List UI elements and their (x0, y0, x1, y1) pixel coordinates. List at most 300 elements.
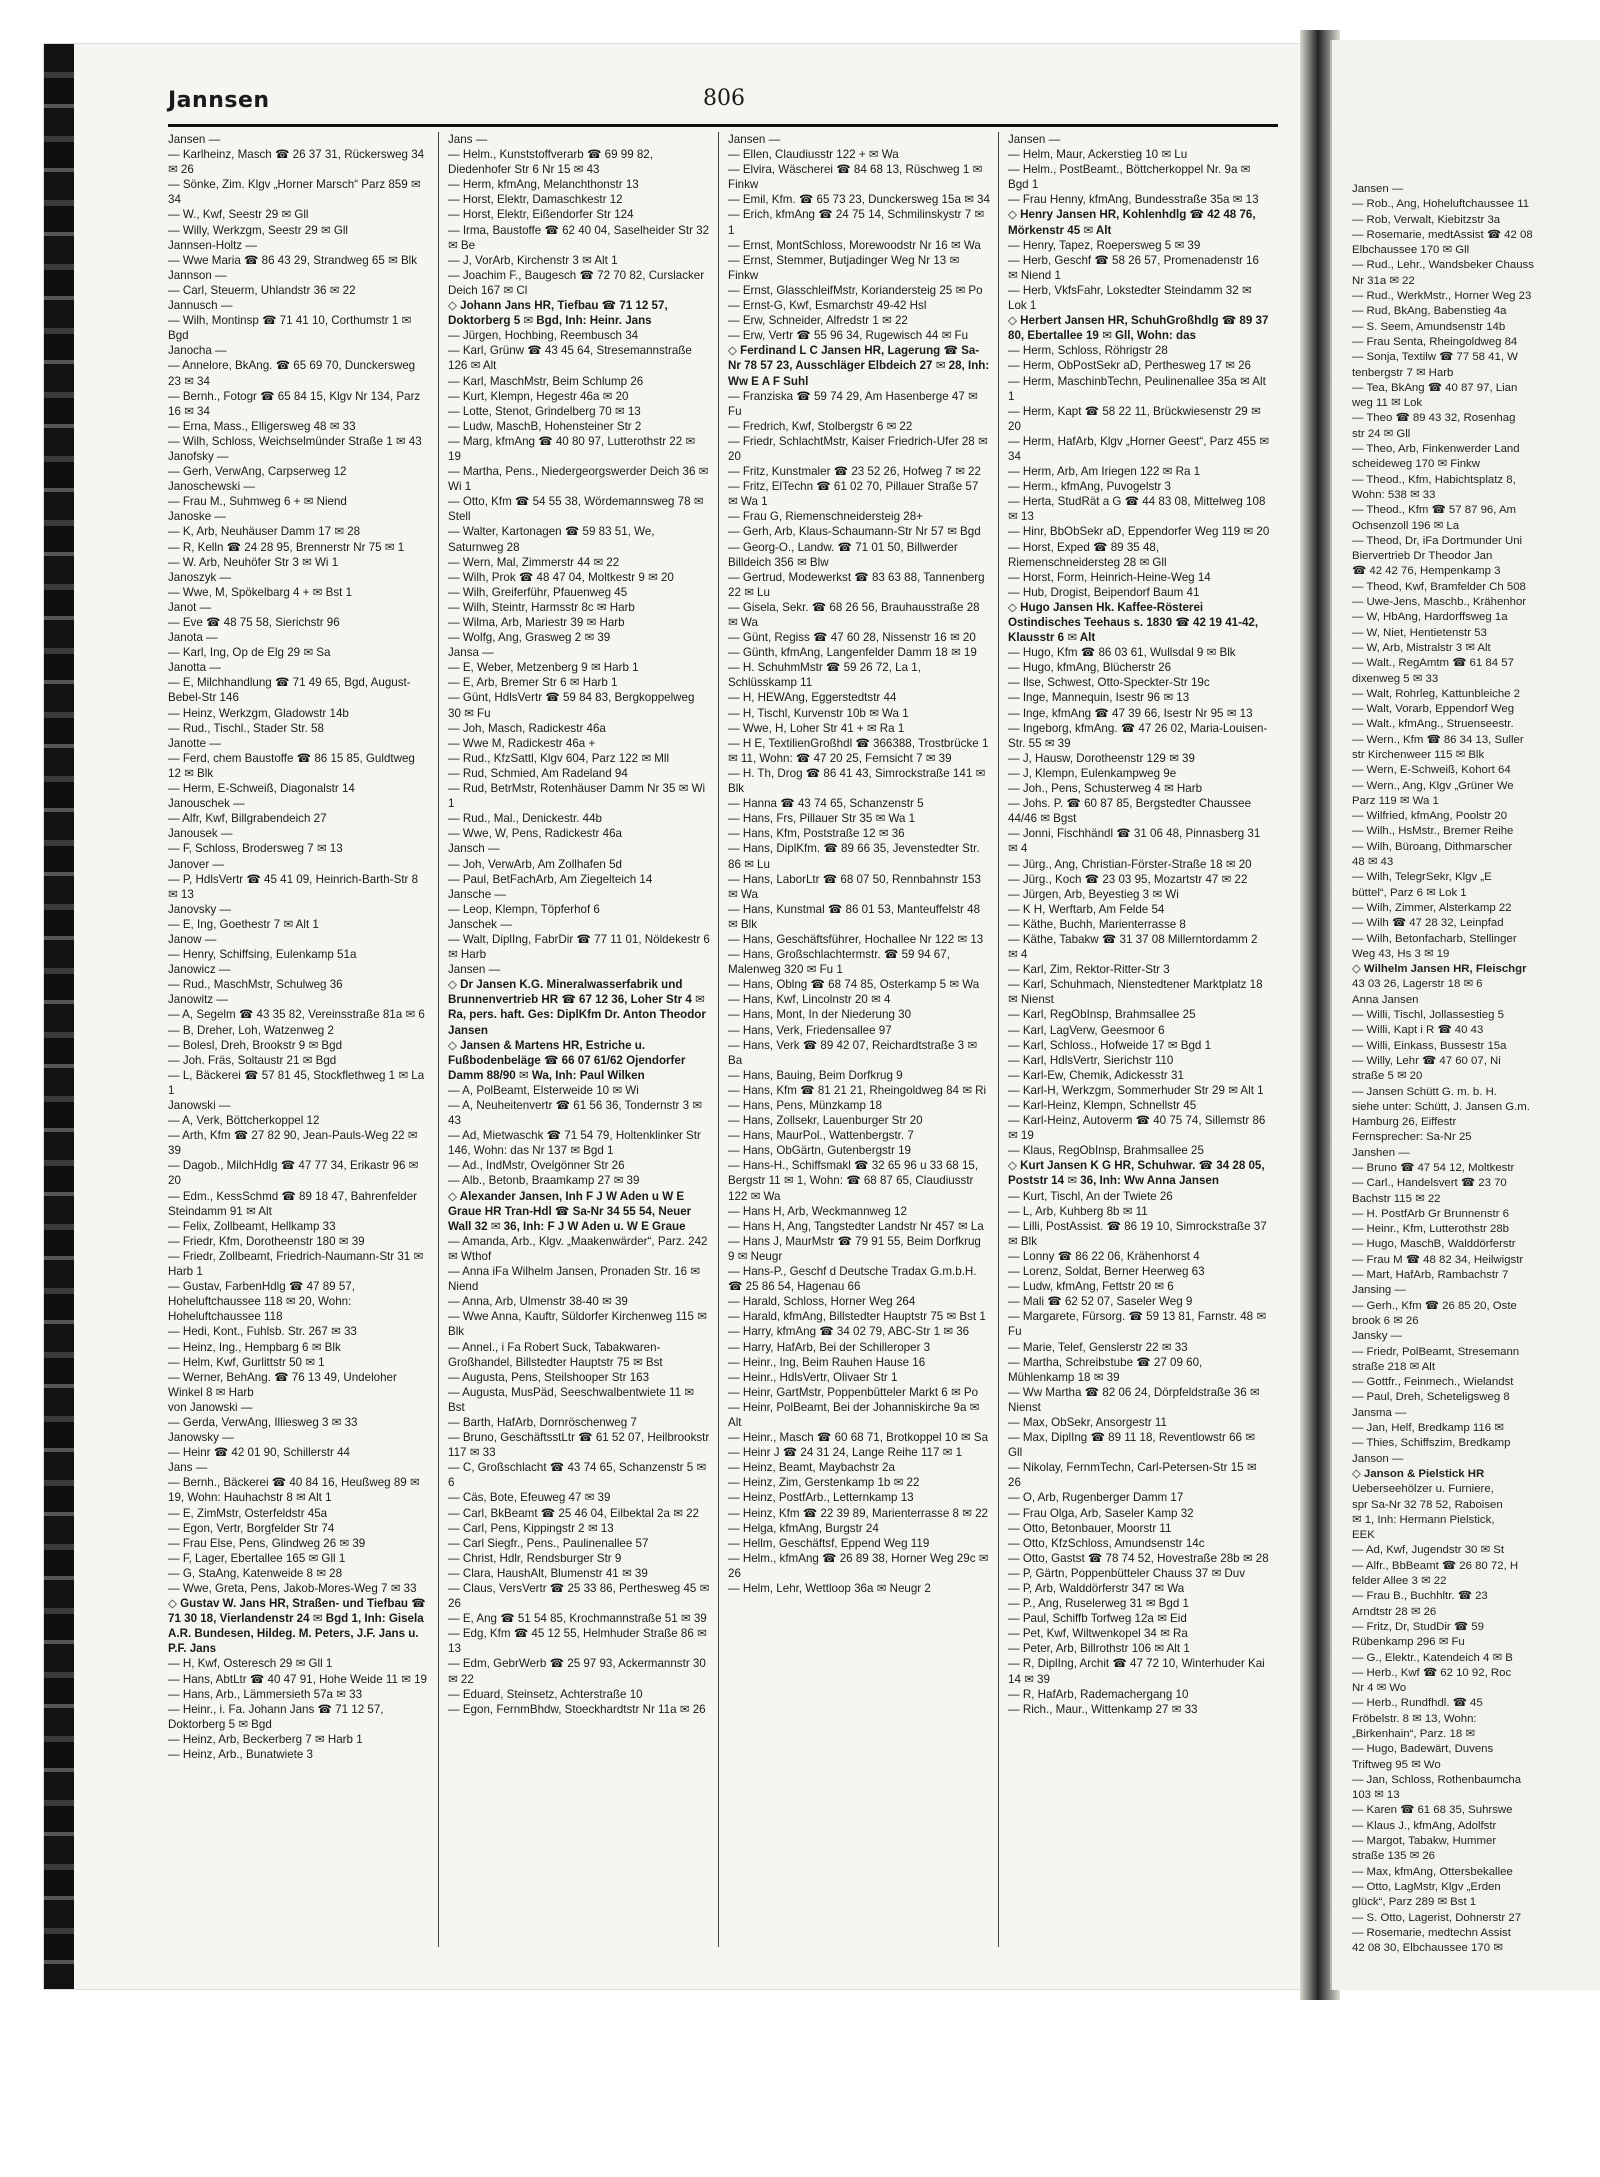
directory-entry: — Karl-Ew, Chemik, Adickesstr 31 (1008, 1068, 1184, 1082)
facing-page-entry: — Thies, Schiffszim, Bredkamp (1352, 1437, 1511, 1450)
directory-entry: — Annel., i Fa Robert Suck, Tabakwaren-Großhandel, Billstedter Hauptstr 75 ✉ Bst (448, 1340, 663, 1369)
directory-entry: — E, Ing, Goethestr 7 ✉ Alt 1 (168, 917, 319, 931)
directory-entry: — Harald, Schloss, Horner Weg 264 (728, 1295, 916, 1309)
facing-page-entry: — Alfr., BbBeamt ☎ 26 80 72, H (1352, 1559, 1519, 1572)
directory-entry: — Ernst, GlasschleifMstr, Koriandersteig 25 ✉ Po (728, 283, 983, 297)
directory-entry: — Otto, Betonbauer, Moorstr 11 (1008, 1521, 1172, 1535)
directory-entry: — K, Arb, Neuhäuser Damm 17 ✉ 28 (168, 525, 361, 539)
facing-page-entry: Jansen — (1352, 183, 1404, 195)
facing-page-entry: straße 135 ✉ 26 (1352, 1850, 1435, 1863)
directory-entry: — Käthe, Tabakw ☎ 31 37 08 Millerntordamm 2 ✉ 4 (1008, 932, 1258, 962)
directory-entry: — Heinr., Ing, Beim Rauhen Hause 16 (728, 1355, 926, 1369)
surname-heading: Jansen — (168, 133, 221, 146)
directory-entry: — Otto, Kfm ☎ 54 55 38, Wördemannsweg 78 ✉ Stell (448, 495, 704, 524)
directory-entry: — Wilh, Steintr, Harmsstr 8c ✉ Harb (448, 600, 635, 614)
directory-entry: — Karl, Zim, Rektor-Ritter-Str 3 (1008, 963, 1170, 977)
directory-entry: — Friedr, Zollbeamt, Friedrich-Naumann-Str 31 ✉ Harb 1 (168, 1249, 424, 1279)
binding-edge (44, 44, 74, 1989)
directory-entry: — Helm., Kunststoffverarb ☎ 69 99 82, Diedenhofer Str 6 Nr 15 ✉ 43 (448, 148, 653, 177)
directory-entry: — Hans, AbtLtr ☎ 40 47 91, Hohe Weide 11 ✉ 19 (168, 1672, 427, 1686)
directory-entry: ◇ Kurt Jansen K G HR, Schuhwar. ☎ 34 28 05, Poststr 14 ✉ 36, Inh: Ww Anna Jansen (1008, 1159, 1265, 1188)
directory-entry: — Johs. P. ☎ 60 87 85, Bergstedter Chaussee 44/46 ✉ Bgst (1008, 797, 1252, 826)
directory-entry: — W., Kwf, Seestr 29 ✉ Gll (168, 208, 309, 222)
directory-entry: — Hugo, Kfm ☎ 86 03 61, Wullsdal 9 ✉ Blk (1008, 646, 1236, 660)
directory-entry: — Harry, HafArb, Bei der Schilleroper 3 (728, 1340, 931, 1354)
facing-page-entry: — Heinr., Kfm, Lutterothstr 28b (1352, 1223, 1510, 1236)
facing-page-entry: ✉ 1, Inh: Hermann Pielstick, (1352, 1513, 1495, 1526)
directory-entry: — Karl, MaschMstr, Beim Schlump 26 (448, 374, 644, 388)
facing-page-entry: — G., Elektr., Katendeich 4 ✉ B (1352, 1651, 1513, 1664)
directory-entry: — Walter, Kartonagen ☎ 59 83 51, We, Saturnweg 28 (448, 525, 655, 554)
directory-entry: — Peter, Arb, Billrothstr 106 ✉ Alt 1 (1008, 1642, 1190, 1656)
directory-entry: — Rich., Maur., Wittenkamp 27 ✉ 33 (1008, 1702, 1198, 1716)
facing-page-entry: — Sonja, Textilw ☎ 77 58 41, W (1352, 351, 1518, 364)
directory-entry: — Carl, Steuerm, Uhlandstr 36 ✉ 22 (168, 283, 356, 297)
directory-entry: — Clara, HaushAlt, Blumenstr 41 ✉ 39 (448, 1566, 648, 1580)
facing-page-entry: — Walt., RegAmtm ☎ 61 84 57 (1352, 657, 1514, 670)
directory-entry: — F, Lager, Ebertallee 165 ✉ Gll 1 (168, 1551, 346, 1565)
column-3 (728, 132, 990, 1942)
facing-page-entry: — Rob, Verwalt, Kiebitzstr 3a (1352, 213, 1501, 226)
directory-entry: — Hans H, Arb, Weckmannweg 12 (728, 1204, 907, 1218)
directory-columns (168, 132, 1288, 1952)
directory-entry: — Fritz, Kunstmaler ☎ 23 52 26, Hofweg 7 ✉ 22 (728, 465, 981, 479)
directory-entry: — Hans J, MaurMstr ☎ 79 91 55, Beim Dorfkrug 9 ✉ Neugr (728, 1234, 981, 1263)
directory-entry: — Henry, Schiffsing, Eulenkamp 51a (168, 948, 357, 962)
directory-entry: — Ellen, Claudiusstr 122 + ✉ Wa (728, 148, 899, 162)
facing-page-entry: — Hugo, Badewärt, Duvens (1352, 1743, 1494, 1756)
directory-entry: — J, VorArb, Kirchenstr 3 ✉ Alt 1 (448, 253, 618, 267)
surname-heading: Janoske — (168, 510, 226, 524)
facing-page-entry: glück“, Parz 289 ✉ Bst 1 (1352, 1896, 1477, 1909)
directory-entry: — Max, ObSekr, Ansorgestr 11 (1008, 1415, 1167, 1429)
directory-entry: — Martha, Pens., Niedergeorgswerder Deich 36 ✉ Wi 1 (448, 465, 709, 494)
directory-entry: — Kurt, Tischl, An der Twiete 26 (1008, 1189, 1173, 1203)
facing-page-entry: — Willy, Lehr ☎ 47 60 07, Ni (1352, 1054, 1501, 1067)
facing-page-entry: str 24 ✉ Gll (1352, 427, 1411, 440)
directory-entry: — Wilh, Greiferführ, Pfauenweg 45 (448, 585, 628, 599)
directory-entry: — Karl, Grünw ☎ 43 45 64, Stresemannstraße 126 ✉ Alt (448, 344, 692, 373)
directory-entry: — Heinz, Ing., Hempbarg 6 ✉ Blk (168, 1340, 341, 1354)
directory-entry: — Helga, kfmAng, Burgstr 24 (728, 1521, 879, 1535)
directory-entry: — Georg-O., Landw. ☎ 71 01 50, Billwerder Billdeich 356 ✉ Blw (728, 540, 958, 569)
directory-entry: — Herb, VkfsFahr, Lokstedter Steindamm 32 ✉ Lok 1 (1008, 283, 1252, 313)
facing-page-entry: 43 03 26, Lagerstr 18 ✉ 6 (1352, 978, 1483, 991)
directory-entry: — Friedr, Kfm, Dorotheenstr 180 ✉ 39 (168, 1234, 365, 1248)
directory-entry: — C, Großschlacht ☎ 43 74 65, Schanzenstr 5 ✉ 6 (448, 1461, 707, 1490)
directory-entry: — Nikolay, FernmTechn, Carl-Petersen-Str 15 ✉ 26 (1008, 1461, 1257, 1490)
directory-entry: — Wern, Mal, Zimmerstr 44 ✉ 22 (448, 555, 620, 569)
directory-entry: — F, Schloss, Brodersweg 7 ✉ 13 (168, 842, 343, 856)
directory-entry: — H, Kwf, Osteresch 29 ✉ Gll 1 (168, 1657, 333, 1671)
facing-page-entry: — Otto, LagMstr, Klgv „Erden (1352, 1880, 1501, 1893)
facing-page-entry: Bachstr 115 ✉ 22 (1352, 1192, 1441, 1205)
directory-entry: — Horst, Elektr, Damaschkestr 12 (448, 193, 623, 207)
directory-entry: — Lorenz, Soldat, Berner Heerweg 63 (1008, 1265, 1205, 1279)
directory-entry: — Inge, Mannequin, Isestr 96 ✉ 13 (1008, 691, 1190, 705)
directory-entry: — Wwe, Greta, Pens, Jakob-Mores-Weg 7 ✉ 33 (168, 1582, 417, 1595)
facing-page-column (1352, 182, 1600, 1956)
directory-entry: — Fritz, ElTechn ☎ 61 02 70, Pillauer Straße 57 ✉ Wa 1 (728, 480, 979, 509)
surname-heading: Jans — (448, 133, 488, 146)
directory-entry: — Rud., MaschMstr, Schulweg 36 (168, 978, 343, 992)
column-divider (718, 132, 719, 1947)
directory-entry: — E, ZimMstr, Osterfeldstr 45a (168, 1506, 328, 1520)
directory-entry: — Heinr J ☎ 24 31 24, Lange Reihe 117 ✉ 1 (728, 1446, 963, 1460)
surname-heading: Jansen — (448, 963, 501, 977)
directory-entry: — Jonni, Fischhändl ☎ 31 06 48, Pinnasberg 31 ✉ 4 (1008, 827, 1261, 856)
directory-entry: — Hans, ObGärtn, Gutenbergstr 19 (728, 1144, 912, 1158)
directory-entry: — Mali ☎ 62 52 07, Saseler Weg 9 (1008, 1295, 1193, 1309)
directory-entry: — Hub, Drogist, Beipendorf Baum 41 (1008, 585, 1200, 599)
directory-entry: — Ad, Mietwaschk ☎ 71 54 79, Holtenklinker Str 146, Wohn: das Nr 137 ✉ Bgd 1 (448, 1129, 701, 1158)
directory-entry: — E, Milchhandlung ☎ 71 49 65, Bgd, August-Bebel-Str 146 (168, 676, 411, 705)
facing-page-entry: spr Sa-Nr 32 78 52, Raboisen (1352, 1498, 1503, 1511)
directory-entry: — Irma, Baustoffe ☎ 62 40 04, Saselheider Str 32 ✉ Be (448, 223, 710, 252)
directory-entry: — A, Neuheitenvertr ☎ 61 56 36, Tondernstr 3 ✉ 43 (448, 1099, 703, 1128)
directory-entry: — Ernst, Stemmer, Butjadinger Weg Nr 13 ✉ Finkw (728, 253, 960, 282)
facing-page-entry: Jansing — (1352, 1284, 1406, 1297)
surname-heading: Janowitz — (168, 993, 228, 1007)
facing-page-entry: ◇ Wilhelm Jansen HR, Fleischgr (1352, 963, 1527, 976)
directory-entry: — Heinr ☎ 42 01 90, Schillerstr 44 (168, 1446, 350, 1460)
directory-entry: — Bernh., Bäckerei ☎ 40 84 16, Heußweg 89 ✉ 19, Wohn: Hauhachstr 8 ✉ Alt 1 (168, 1476, 420, 1505)
directory-entry: ◇ Dr Jansen K.G. Mineralwasserfabrik und Brunnenvertrieb HR ☎ 67 12 36, Loher Str 4 ✉ Ra, pers. haft. Ges: DiplKfm Dr. Anton Theodor Jansen (448, 978, 706, 1037)
directory-entry: — Wilh, Schloss, Weichselmünder Straße 1 ✉ 43 (168, 434, 422, 448)
facing-page-entry: — Jan, Schloss, Rothenbaumcha (1352, 1773, 1522, 1786)
directory-entry: — L, Bäckerei ☎ 57 81 45, Stockflethweg 1 ✉ La 1 (168, 1068, 425, 1097)
directory-entry: — Augusta, Pens, Steilshooper Str 163 (448, 1370, 650, 1384)
directory-entry: — Otto, Gastst ☎ 78 74 52, Hovestraße 28b ✉ 28 (1008, 1551, 1269, 1565)
surname-heading: Jannusch — (168, 299, 233, 313)
directory-entry: — Hans, Verk ☎ 89 42 07, Reichardtstraße 3 ✉ Ba (728, 1038, 978, 1067)
facing-page-entry: — Mart, HafArb, Rambachstr 7 (1352, 1269, 1509, 1282)
directory-entry: — Wwe Anna, Kauftr, Süldorfer Kirchenweg 115 ✉ Blk (448, 1310, 707, 1339)
directory-entry: — Egon, FernmBhdw, Stoeckhardtstr Nr 11a ✉ 26 (448, 1702, 706, 1716)
directory-entry: — Carl, Pens, Kippingstr 2 ✉ 13 (448, 1521, 614, 1535)
directory-entry: — Otto, KfzSchloss, Amundsenstr 14c (1008, 1536, 1205, 1550)
facing-page-entry: — Theo, Arb, Finkenwerder Land (1352, 443, 1520, 456)
directory-entry: — Marg, kfmAng ☎ 40 80 97, Lutterothstr 22 ✉ 19 (448, 434, 696, 463)
facing-page-entry: — Jansen Schütt G. m. b. H. (1352, 1085, 1497, 1098)
directory-entry: — Heinz, Beamt, Maybachstr 2a (728, 1461, 895, 1475)
directory-entry: — P, Arb, Walddörferstr 347 ✉ Wa (1008, 1582, 1185, 1595)
directory-entry: — Lonny ☎ 86 22 06, Krähenhorst 4 (1008, 1249, 1200, 1263)
directory-entry: — Ludw, kfmAng, Fettstr 20 ✉ 6 (1008, 1280, 1174, 1294)
directory-entry: — Cäs, Bote, Efeuweg 47 ✉ 39 (448, 1491, 611, 1505)
facing-page-entry: — Wilfried, kfmAng, Poolstr 20 (1352, 810, 1508, 823)
facing-page-entry: — Walt., kfmAng., Struenseestr. (1352, 718, 1514, 731)
directory-entry: — Gerda, VerwAng, Illiesweg 3 ✉ 33 (168, 1415, 358, 1429)
directory-entry: — Herm, ObPostSekr aD, Perthesweg 17 ✉ 26 (1008, 359, 1251, 373)
directory-entry: — Karl-Heinz, Autoverm ☎ 40 75 74, Sillemstr 86 ✉ 19 (1008, 1114, 1266, 1143)
directory-entry: — Wwe Maria ☎ 86 43 29, Strandweg 65 ✉ Blk (168, 253, 418, 267)
directory-entry: — Frau Olga, Arb, Saseler Kamp 32 (1008, 1506, 1194, 1520)
facing-page-entry: dixenweg 5 ✉ 33 (1352, 672, 1439, 685)
directory-entry: — Sönke, Zim. Klgv „Horner Marsch“ Parz 859 ✉ 34 (168, 178, 421, 207)
directory-entry: — Hans, Verk, Friedensallee 97 (728, 1023, 892, 1037)
facing-page-entry: — Wilh., HsMstr., Bremer Reihe (1352, 825, 1514, 838)
facing-page-entry: straße 218 ✉ Alt (1352, 1360, 1435, 1373)
surname-heading: Jansch — (448, 842, 500, 856)
directory-entry: — R, HafArb, Rademachergang 10 (1008, 1687, 1189, 1701)
directory-entry: — Werner, BehAng. ☎ 76 13 49, Undeloher Winkel 8 ✉ Harb (168, 1370, 397, 1399)
facing-page-entry: Jansky — (1352, 1330, 1403, 1343)
directory-entry: — Wolfg, Ang, Grasweg 2 ✉ 39 (448, 631, 611, 645)
facing-page-entry: brook 6 ✉ 26 (1352, 1314, 1419, 1327)
directory-entry: — Herm., kfmAng, Puvogelstr 3 (1008, 480, 1172, 494)
directory-entry: — Hans, Großschlachtermstr. ☎ 59 94 67, Malenweg 320 ✉ Fu 1 (728, 948, 950, 977)
facing-page-entry: — Wern, E-Schweiß, Kohort 64 (1352, 764, 1511, 777)
facing-page-entry: — Frau Senta, Rheingoldweg 84 (1352, 335, 1518, 348)
directory-entry: — Alb., Betonb, Braamkamp 27 ✉ 39 (448, 1174, 640, 1188)
surname-heading: Jansche — (448, 887, 506, 901)
directory-entry: — H, HEWAng, Eggerstedtstr 44 (728, 691, 897, 705)
directory-entry: — Karl, LagVerw, Geesmoor 6 (1008, 1023, 1165, 1037)
directory-entry: — Hans, DiplKfm. ☎ 89 66 35, Jevenstedter Str. 86 ✉ Lu (728, 842, 980, 871)
directory-entry: — H E, TextilienGroßhdl ☎ 366388, Trostbrücke 1 ✉ 11, Wohn: ☎ 47 20 25, Fernsicht 7 ✉ 39 (728, 736, 989, 765)
facing-page-entry: — Rud, BkAng, Babenstieg 4a (1352, 305, 1507, 318)
directory-entry: — Egon, Vertr, Borgfelder Str 74 (168, 1521, 335, 1535)
directory-entry: — W. Arb, Neuhöfer Str 3 ✉ Wi 1 (168, 555, 339, 569)
facing-page-entry: — Friedr, PolBeamt, Stresemann (1352, 1345, 1520, 1358)
column-1 (168, 132, 430, 1942)
directory-entry: — Rud., KfzSattl, Klgv 604, Parz 122 ✉ Mll (448, 751, 670, 765)
directory-entry: — Christ, Hdlr, Rendsburger Str 9 (448, 1551, 622, 1565)
facing-page-entry: „Birkenhain“, Parz. 18 ✉ (1352, 1727, 1475, 1740)
directory-entry: — Hans, Frs, Pillauer Str 35 ✉ Wa 1 (728, 812, 916, 826)
facing-page-entry: 103 ✉ 13 (1352, 1789, 1400, 1802)
directory-entry: — Anna, Arb, Ulmenstr 38-40 ✉ 39 (448, 1295, 628, 1309)
facing-page-entry: — Wilh, Zimmer, Alsterkamp 22 (1352, 901, 1512, 914)
directory-entry: — Herm, MaschinbTechn, Peulinenallee 35a ✉ Alt 1 (1008, 374, 1266, 403)
directory-entry: — Gerh, Arb, Klaus-Schaumann-Str Nr 57 ✉ Bgd (728, 525, 981, 539)
facing-page-entry: felder Allee 3 ✉ 22 (1352, 1575, 1447, 1588)
directory-entry: — Martha, Schreibstube ☎ 27 09 60, Mühlenkamp 18 ✉ 39 (1008, 1355, 1203, 1384)
page-header (168, 84, 1278, 127)
directory-entry: — Heinr., Masch ☎ 60 68 71, Brotkoppel 10 ✉ Sa (728, 1431, 989, 1445)
directory-entry: — Henry, Tapez, Roepersweg 5 ✉ 39 (1008, 238, 1201, 252)
directory-entry: — Karl, Schloss., Hofweide 17 ✉ Bgd 1 (1008, 1038, 1212, 1052)
surname-heading: Janofsky — (168, 449, 229, 463)
directory-entry: — Erich, kfmAng ☎ 24 75 14, Schmilinskystr 7 ✉ 1 (728, 208, 985, 237)
facing-page-entry: ☎ 42 42 76, Hempenkamp 3 (1352, 565, 1501, 578)
facing-page-entry: — Gottfr., Feinmech., Wielandst (1352, 1376, 1514, 1389)
facing-page-entry: — Herb., Rundfhdl. ☎ 45 (1352, 1697, 1483, 1710)
directory-entry: — Heinr., HdlsVertr, Olivaer Str 1 (728, 1370, 898, 1384)
directory-entry: — Ernst-G, Kwf, Esmarchstr 49-42 Hsl (728, 299, 927, 313)
directory-entry: — Gustav, FarbenHdlg ☎ 47 89 57, Hoheluftchaussee 118 ✉ 20, Wohn: Hoheluftchaussee 118 (168, 1280, 355, 1324)
surname-heading: Janowski — (168, 1099, 231, 1112)
surname-heading: Janota — (168, 631, 218, 645)
directory-entry: ◇ Alexander Jansen, Inh F J W Aden u W E Graue HR Tran-Hdl ☎ Sa-Nr 34 55 54, Neuer Wall 32 ✉ 36, Inh: F J W Aden u. W E Graue (448, 1189, 692, 1233)
facing-page-entry: weg 11 ✉ Lok (1352, 397, 1423, 410)
directory-entry: — Alfr, Kwf, Billgrabendeich 27 (168, 812, 327, 826)
directory-entry: — Hans-P., Geschf d Deutsche Tradax G.m.b.H. ☎ 25 86 54, Hagenau 66 (728, 1265, 977, 1294)
directory-entry: — Barth, HafArb, Dornröschenweg 7 (448, 1415, 637, 1429)
directory-entry: — Herta, StudRät a G ☎ 44 83 08, Mittelweg 108 ✉ 13 (1008, 495, 1266, 524)
directory-entry: — Erw, Vertr ☎ 55 96 34, Rugewisch 44 ✉ Fu (728, 329, 969, 343)
facing-page-entry: straße 5 ✉ 20 (1352, 1070, 1423, 1083)
directory-entry: — Karl-H, Werkzgm, Sommerhuder Str 29 ✉ Alt 1 (1008, 1083, 1264, 1097)
directory-entry: — Ernst, MontSchloss, Morewoodstr Nr 16 ✉ Wa (728, 238, 981, 252)
facing-page-entry: str Kirchenweer 115 ✉ Blk (1352, 748, 1485, 761)
page-number: 806 (703, 86, 745, 111)
directory-entry: — Horst, Elektr, Eißendorfer Str 124 (448, 208, 634, 222)
directory-entry: — Gerh, VerwAng, Carpserweg 12 (168, 465, 347, 479)
column-4 (1008, 132, 1270, 1942)
directory-entry: — Hans, Zollsekr, Lauenburger Str 20 (728, 1114, 923, 1128)
directory-entry: — Hans, Oblng ☎ 68 74 85, Osterkamp 5 ✉ Wa (728, 978, 980, 992)
column-divider (438, 132, 439, 1947)
surname-heading: Janschek — (448, 917, 512, 931)
directory-entry: — Max, DiplIng ☎ 89 11 18, Reventlowstr 66 ✉ Gll (1008, 1431, 1255, 1460)
surname-heading: Jans — (168, 1461, 208, 1475)
directory-entry: — Hans, Pens, Münzkamp 18 (728, 1099, 883, 1112)
facing-page-entry: — Bruno ☎ 47 54 12, Moltkestr (1352, 1162, 1515, 1174)
directory-entry: — Heinz, Kfm ☎ 22 39 89, Marienterrasse 8 ✉ 22 (728, 1506, 989, 1520)
directory-entry: — Helm, Maur, Ackerstieg 10 ✉ Lu (1008, 148, 1188, 162)
column-2 (448, 132, 710, 1942)
facing-page-entry: — Willi, Tischl, Jollassestieg 5 (1352, 1009, 1504, 1022)
directory-entry: — Herm, Arb, Am Iriegen 122 ✉ Ra 1 (1008, 465, 1201, 479)
facing-page-entry: — Herb., Kwf ☎ 62 10 92, Roc (1352, 1666, 1512, 1679)
directory-entry: — Willy, Werkzgm, Seestr 29 ✉ Gll (168, 223, 348, 237)
facing-page (1330, 40, 1600, 1990)
directory-entry: — Erna, Mass., Elligersweg 48 ✉ 33 (168, 419, 356, 433)
directory-entry: — Hans, MaurPol., Wattenbergstr. 7 (728, 1129, 914, 1143)
facing-page-entry: — Walt, Vorarb, Eppendorf Weg (1352, 703, 1515, 716)
directory-entry: — H. Th, Drog ☎ 86 41 43, Simrockstraße 141 ✉ Blk (728, 766, 986, 796)
surname-heading: Jansen — (728, 133, 781, 146)
directory-entry: — Joachim F., Baugesch ☎ 72 70 82, Curslacker Deich 167 ✉ Cl (448, 268, 705, 297)
directory-entry: — A, PolBeamt, Elsterweide 10 ✉ Wi (448, 1083, 639, 1097)
surname-heading: Janoszyk — (168, 570, 232, 584)
directory-entry: — Herm, E-Schweiß, Diagonalstr 14 (168, 782, 355, 796)
directory-entry: — Heinz, PostfArb., Letternkamp 13 (728, 1491, 914, 1505)
facing-page-entry: — Carl., Handelsvert ☎ 23 70 (1352, 1177, 1507, 1190)
directory-entry: — Pet, Kwf, Wiltwenkopel 34 ✉ Ra (1008, 1627, 1188, 1641)
facing-page-entry: — Wilh, Betonfacharb, Stellinger (1352, 932, 1517, 945)
directory-entry: — Hans, Kunstmal ☎ 86 01 53, Manteuffelstr 48 ✉ Blk (728, 902, 981, 931)
directory-entry: — Helm., PostBeamt., Böttcherkoppel Nr. 9a ✉ Bgd 1 (1008, 163, 1251, 192)
directory-entry: — Dagob., MilchHdlg ☎ 47 77 34, Erikastr 96 ✉ 20 (168, 1159, 419, 1188)
directory-entry: — Joh, VerwArb, Am Zollhafen 5d (448, 857, 622, 871)
header-surname: Jannsen (168, 88, 270, 113)
directory-entry: — Hedi, Kont., Fuhlsb. Str. 267 ✉ 33 (168, 1325, 357, 1339)
surname-heading: Janouschek — (168, 797, 245, 811)
facing-page-entry: Weg 43, Hs 3 ✉ 19 (1352, 947, 1450, 960)
directory-entry: — Elvira, Wäscherei ☎ 84 68 13, Rüschweg 1 ✉ Finkw (728, 163, 983, 192)
directory-entry: — Karl, Schuhmach, Nienstedtener Marktplatz 18 ✉ Nienst (1008, 978, 1263, 1007)
directory-entry: — Hans, Arb., Lämmersieth 57a ✉ 33 (168, 1687, 363, 1701)
directory-entry: — Ilse, Schwest, Otto-Speckter-Str 19c (1008, 676, 1210, 690)
directory-entry: — J, Klempn, Eulenkampweg 9e (1008, 766, 1177, 780)
directory-entry: — Bernh., Fotogr ☎ 65 84 15, Klgv Nr 134, Parz 16 ✉ 34 (168, 389, 421, 418)
directory-entry: — Friedr, SchlachtMstr, Kaiser Friedrich-Ufer 28 ✉ 20 (728, 434, 988, 463)
facing-page-entry: EEK (1352, 1529, 1375, 1542)
directory-entry: — Bolesl, Dreh, Brookstr 9 ✉ Bgd (168, 1038, 343, 1052)
surname-heading: Jannson — (168, 268, 227, 282)
directory-entry: — Ingeborg, kfmAng. ☎ 47 26 02, Maria-Louisen-Str. 55 ✉ 39 (1008, 721, 1268, 750)
directory-entry: — Ferd, chem Baustoffe ☎ 86 15 85, Guldtweg 12 ✉ Blk (168, 751, 415, 780)
directory-entry: — Walt, DiplIng, FabrDir ☎ 77 11 01, Nöldekestr 6 ✉ Harb (448, 932, 710, 962)
facing-page-entry: — S. Otto, Lagerist, Dohnerstr 27 (1352, 1911, 1522, 1924)
surname-heading: Jannsen-Holtz — (168, 238, 257, 252)
facing-page-entry: 42 08 30, Elbchaussee 170 ✉ (1352, 1942, 1503, 1955)
directory-entry: — Lotte, Stenot, Grindelberg 70 ✉ 13 (448, 404, 641, 418)
directory-entry: ◇ Ferdinand L C Jansen HR, Lagerung ☎ Sa-Nr 78 57 23, Ausschläger Elbdeich 27 ✉ 28, Inh: Ww E A F Suhl (728, 344, 990, 388)
facing-page-entry: — Wilh, TelegrSekr, Klgv „E (1352, 871, 1492, 884)
facing-page-entry: — Uwe-Jens, Maschb., Krähenhor (1352, 596, 1527, 609)
directory-entry: — Annelore, BkAng. ☎ 65 69 70, Dunckersweg 23 ✉ 34 (168, 359, 416, 388)
directory-entry: — Frau G, Riemenschneidersteig 28+ (728, 510, 923, 524)
surname-heading: von Janowski — (168, 1400, 253, 1414)
facing-page-entry: — H. PostfArb Gr Brunnenstr 6 (1352, 1207, 1509, 1220)
directory-entry: — Leop, Klempn, Töpferhof 6 (448, 902, 600, 916)
facing-page-entry: — Max, kfmAng, Ottersbekallee (1352, 1865, 1513, 1878)
facing-page-entry: — Theod., Kfm ☎ 57 87 96, Am (1352, 504, 1517, 517)
facing-page-entry: — Rud., Lehr., Wandsbeker Chauss (1352, 259, 1534, 272)
directory-entry: — Hans, Geschäftsführer, Hochallee Nr 122 ✉ 13 (728, 932, 984, 946)
directory-entry: — Heinr, PolBeamt, Bei der Johanniskirche 9a ✉ Alt (728, 1400, 980, 1429)
directory-entry: — Rud., Tischl., Stader Str. 58 (168, 721, 324, 735)
directory-entry: — Rud, Schmied, Am Radeland 94 (448, 766, 628, 780)
directory-entry: — Rud, BetrMstr, Rotenhäuser Damm Nr 35 ✉ Wi 1 (448, 782, 706, 811)
facing-page-entry: scheideweg 170 ✉ Finkw (1352, 458, 1480, 471)
facing-page-entry: — Frau M ☎ 48 82 34, Heilwigstr (1352, 1253, 1524, 1266)
facing-page-entry: Jansma — (1352, 1406, 1407, 1419)
facing-page-entry: ◇ Janson & Pielstick HR (1352, 1467, 1485, 1480)
directory-entry: — Edg, Kfm ☎ 45 12 55, Helmhuder Straße 86 ✉ 13 (448, 1627, 707, 1656)
directory-entry: — Inge, kfmAng ☎ 47 39 66, Isestr Nr 95 ✉ 13 (1008, 706, 1253, 720)
directory-entry: — P., Ang, Ruselerweg 31 ✉ Bgd 1 (1008, 1597, 1189, 1611)
directory-entry: — Hans, Kfm, Poststraße 12 ✉ 36 (728, 827, 905, 841)
directory-entry: — Margarete, Fürsorg. ☎ 59 13 81, Farnstr. 48 ✉ Fu (1008, 1310, 1267, 1339)
directory-entry: — Heinz, Arb, Beckerberg 7 ✉ Harb 1 (168, 1732, 363, 1746)
surname-heading: Janocha — (168, 344, 227, 358)
facing-page-entry: — Rosemarie, medtechn Assist (1352, 1926, 1511, 1939)
directory-entry: — E, Ang ☎ 51 54 85, Krochmannstraße 51 ✉ 39 (448, 1612, 707, 1626)
facing-page-entry: — Rob., Ang, Hoheluftchaussee 11 (1352, 198, 1530, 211)
directory-entry: — G, StaAng, Katenweide 8 ✉ 28 (168, 1566, 343, 1580)
directory-entry: — Helm., kfmAng ☎ 26 89 38, Horner Weg 29c ✉ 26 (728, 1551, 989, 1580)
directory-entry: — Carl Siegfr., Pens., Paulinenallee 57 (448, 1536, 649, 1550)
directory-entry: — Hanna ☎ 43 74 65, Schanzenstr 5 (728, 797, 924, 811)
directory-entry: — Gertrud, Modewerkst ☎ 83 63 88, Tannenberg 22 ✉ Lu (728, 570, 985, 599)
facing-page-entry: Ochsenzoll 196 ✉ La (1352, 519, 1460, 532)
facing-page-entry: Anna Jansen (1352, 993, 1419, 1006)
directory-entry: — Claus, VersVertr ☎ 25 33 86, Perthesweg 45 ✉ 26 (448, 1582, 710, 1611)
facing-page-entry: — Jan, Helf, Bredkamp 116 ✉ (1352, 1422, 1504, 1435)
surname-heading: Janousek — (168, 827, 233, 841)
directory-entry: — Eduard, Steinsetz, Achterstraße 10 (448, 1687, 643, 1701)
facing-page-entry: Wohn: 538 ✉ 33 (1352, 488, 1436, 501)
directory-entry: — H, Tischl, Kurvenstr 10b ✉ Wa 1 (728, 706, 909, 720)
facing-page-entry: siehe unter: Schütt, J. Jansen G.m. (1352, 1100, 1530, 1113)
facing-page-entry: — Willi, Kapt i R ☎ 40 43 (1352, 1024, 1484, 1037)
facing-page-entry: — Wern., Kfm ☎ 86 34 13, Suller (1352, 733, 1524, 746)
surname-heading: Jansen — (1008, 133, 1061, 146)
directory-entry: ◇ Gustav W. Jans HR, Straßen- und Tiefbau ☎ 71 30 18, Vierlandenstr 24 ✉ Bgd 1, Inh: Gisela A.R. Bundesen, Hildeg. M. Peters, J.F. Jans u. P.F. Jans (168, 1597, 426, 1656)
directory-entry: — Wwe, W, Pens, Radickestr 46a (448, 827, 622, 841)
directory-entry: — Hans H, Ang, Tangstedter Landstr Nr 457 ✉ La (728, 1219, 984, 1233)
directory-entry: — Heinz, Arb., Bunatwiete 3 (168, 1748, 313, 1762)
facing-page-entry: — Theo ☎ 89 43 32, Rosenhag (1352, 412, 1516, 425)
directory-entry: — Kurt, Klempn, Hegestr 46a ✉ 20 (448, 389, 629, 403)
facing-page-entry: tenbergstr 7 ✉ Harb (1352, 366, 1454, 379)
directory-entry: — Karl, Ing, Op de Elg 29 ✉ Sa (168, 646, 331, 660)
